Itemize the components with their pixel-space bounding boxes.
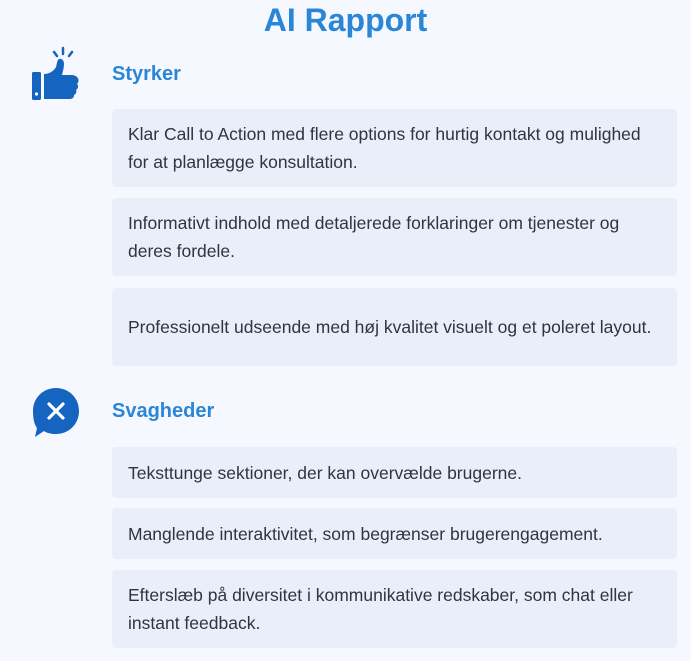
weaknesses-heading: Svagheder [112,400,215,422]
weakness-text: Teksttunge sektioner, der kan overvælde brugerne. [128,462,522,483]
weakness-card [112,447,677,498]
strength-card [112,109,677,187]
weakness-card [112,508,677,559]
strengths-heading: Styrker [112,63,181,85]
strength-card [112,198,677,276]
strength-text: Informativt indhold med detaljerede forklaringer om tjenester og deres fordele. [128,213,620,261]
thumbs-up-icon [30,46,82,102]
weakness-card [112,570,677,648]
weakness-text: Efterslæb på diversitet i kommunikative redskaber, som chat eller instant feedback. [128,585,633,633]
weakness-text: Manglende interaktivitet, som begrænser brugerengagement. [128,523,603,544]
strength-text: Klar Call to Action med flere options for hurtig kontakt og mulighed for at planlægge konsultation. [128,124,641,172]
close-chat-bubble-icon [30,386,82,442]
strength-card [112,288,677,366]
strength-text: Professionelt udseende med høj kvalitet visuelt og et poleret layout. [128,317,652,337]
page-title: AI Rapport [263,2,428,38]
